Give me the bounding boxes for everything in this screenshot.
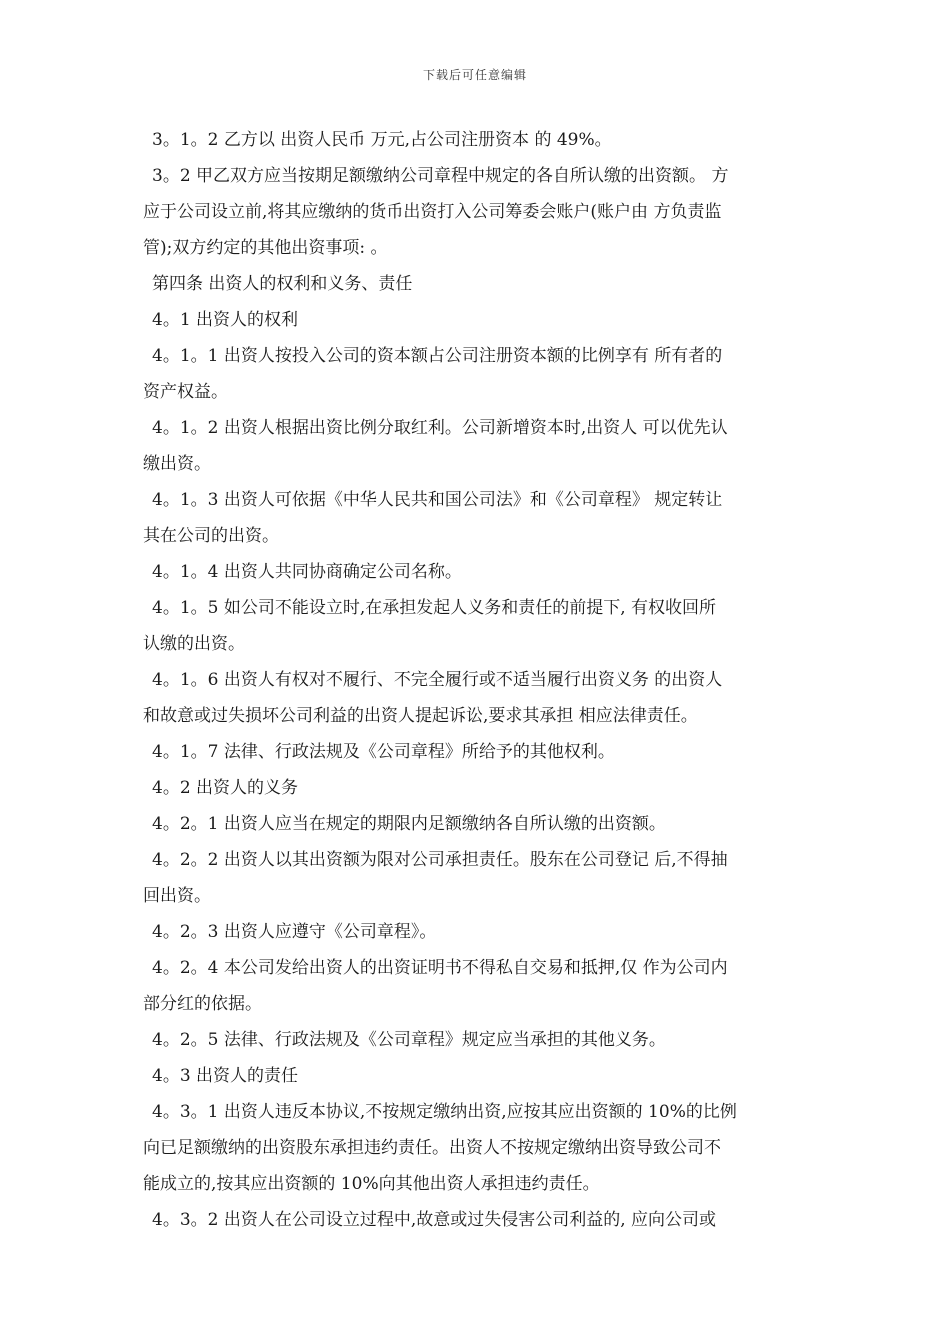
text-line: 和故意或过失损坏公司利益的出资人提起诉讼,要求其承担 相应法律责任。	[143, 706, 698, 726]
text-line: 第四条 出资人的权利和义务、责任	[152, 274, 413, 294]
paragraph	[143, 914, 809, 950]
text-line: 4。2。3 出资人应遵守《公司章程》。	[152, 922, 437, 942]
text-line: 缴出资。	[143, 454, 211, 474]
paragraph	[143, 302, 809, 338]
text-line: 4。1。1 出资人按投入公司的资本额占公司注册资本额的比例享有 所有者的	[152, 346, 723, 366]
paragraph	[143, 338, 809, 410]
text-line: 回出资。	[143, 886, 211, 906]
text-line: 能成立的,按其应出资额的 10%向其他出资人承担违约责任。	[143, 1174, 600, 1194]
paragraph	[143, 554, 809, 590]
text-line: 4。3。2 出资人在公司设立过程中,故意或过失侵害公司利益的, 应向公司或	[152, 1210, 717, 1230]
text-line: 4。1。6 出资人有权对不履行、不完全履行或不适当履行出资义务 的出资人	[152, 670, 723, 690]
text-line: 应于公司设立前,将其应缴纳的货币出资打入公司筹委会账户(账户由 方负责监	[143, 202, 722, 222]
text-line: 3。2 甲乙双方应当按期足额缴纳公司章程中规定的各自所认缴的出资额。 方	[152, 166, 729, 186]
paragraph	[143, 662, 809, 734]
text-line: 其在公司的出资。	[143, 526, 279, 546]
paragraph	[143, 842, 809, 914]
text-line: 管);双方约定的其他出资事项: 。	[143, 238, 388, 258]
text-line: 4。3。1 出资人违反本协议,不按规定缴纳出资,应按其应出资额的 10%的比例	[152, 1102, 737, 1122]
text-line: 向已足额缴纳的出资股东承担违约责任。出资人不按规定缴纳出资导致公司不	[143, 1138, 721, 1158]
text-line: 4。3 出资人的责任	[152, 1066, 299, 1086]
text-line: 4。2。5 法律、行政法规及《公司章程》规定应当承担的其他义务。	[152, 1030, 666, 1050]
document-body	[143, 122, 809, 1238]
paragraph	[143, 770, 809, 806]
text-line: 4。1。3 出资人可依据《中华人民共和国公司法》和《公司章程》 规定转让	[152, 490, 723, 510]
text-line: 认缴的出资。	[143, 634, 245, 654]
page-header: 下载后可任意编辑	[422, 68, 527, 82]
text-line: 4。2 出资人的义务	[152, 778, 299, 798]
text-line: 4。1 出资人的权利	[152, 310, 299, 330]
paragraph	[143, 950, 809, 1022]
text-line: 部分红的依据。	[143, 994, 262, 1014]
paragraph	[143, 158, 809, 266]
paragraph	[143, 266, 809, 302]
paragraph	[143, 590, 809, 662]
paragraph	[143, 482, 809, 554]
text-line: 4。2。4 本公司发给出资人的出资证明书不得私自交易和抵押,仅 作为公司内	[152, 958, 728, 978]
text-line: 4。1。5 如公司不能设立时,在承担发起人义务和责任的前提下, 有权收回所	[152, 598, 717, 618]
paragraph	[143, 122, 809, 158]
paragraph	[143, 1094, 809, 1202]
text-line: 4。1。2 出资人根据出资比例分取红利。公司新增资本时,出资人 可以优先认	[152, 418, 728, 438]
paragraph	[143, 1202, 809, 1238]
text-line: 4。1。4 出资人共同协商确定公司名称。	[152, 562, 462, 582]
paragraph	[143, 410, 809, 482]
paragraph	[143, 1022, 809, 1058]
paragraph	[143, 1058, 809, 1094]
text-line: 4。2。1 出资人应当在规定的期限内足额缴纳各自所认缴的出资额。	[152, 814, 666, 834]
paragraph	[143, 806, 809, 842]
paragraph	[143, 734, 809, 770]
text-line: 3。1。2 乙方以 出资人民币 万元,占公司注册资本 的 49%。	[152, 130, 612, 150]
text-line: 4。2。2 出资人以其出资额为限对公司承担责任。股东在公司登记 后,不得抽	[152, 850, 728, 870]
text-line: 资产权益。	[143, 382, 228, 402]
text-line: 4。1。7 法律、行政法规及《公司章程》所给予的其他权利。	[152, 742, 615, 762]
